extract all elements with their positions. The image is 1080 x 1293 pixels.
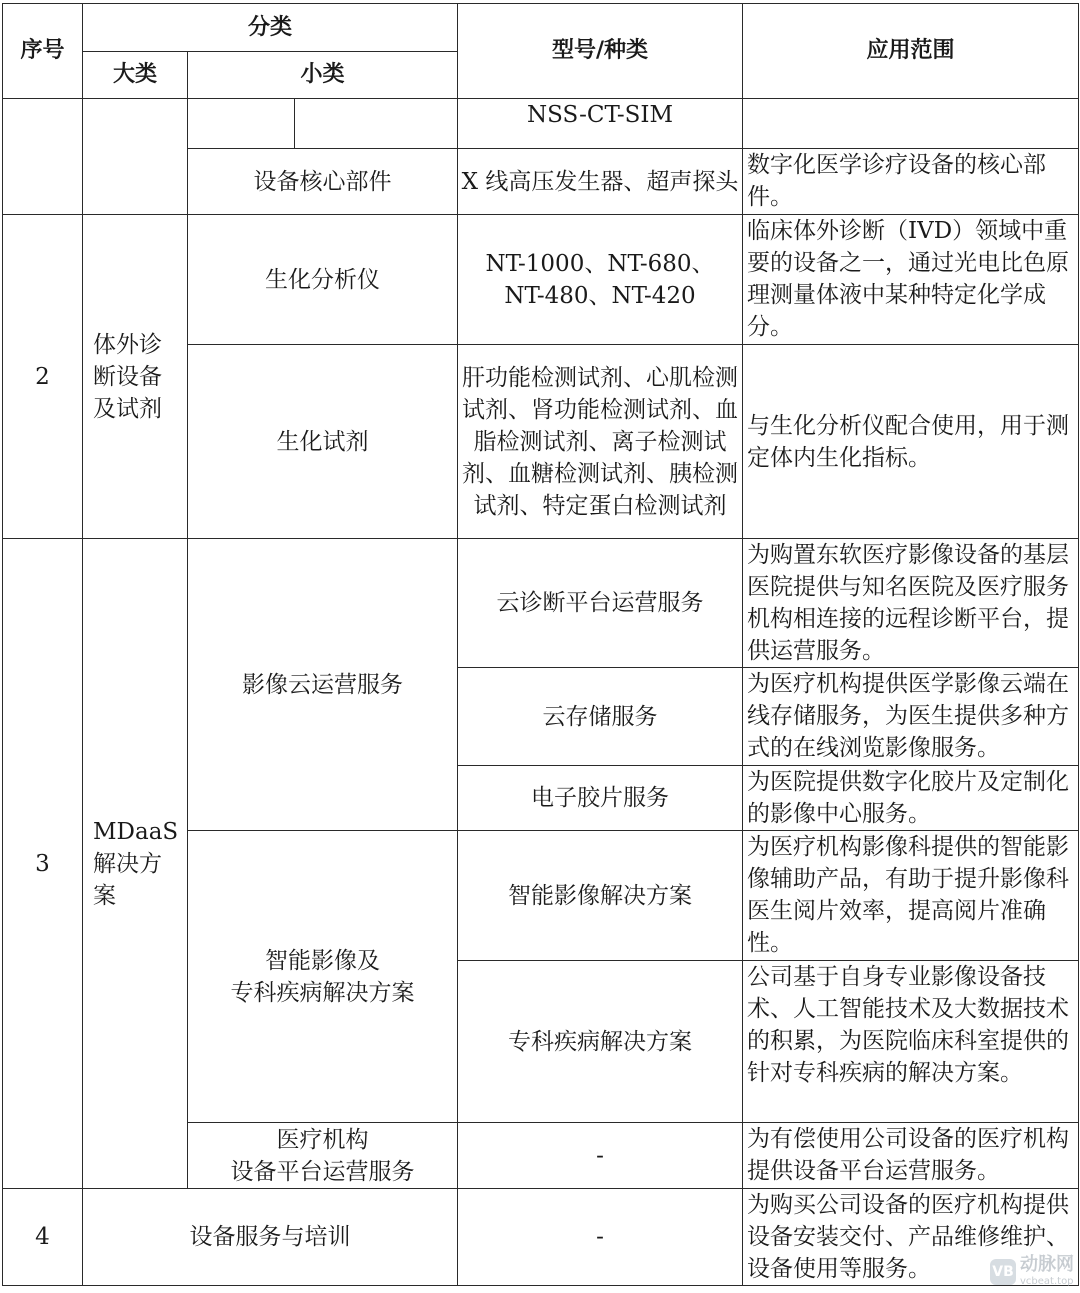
minor-cell: 设备核心部件 (188, 149, 458, 215)
model-cell: - (458, 1189, 743, 1286)
minor-cell-empty-a (188, 99, 295, 149)
header-model: 型号/种类 (458, 4, 743, 99)
minor-cell-empty-b (295, 99, 458, 149)
minor-line: 智能影像及 (265, 947, 380, 974)
model-cell: 肝功能检测试剂、心肌检测试剂、肾功能检测试剂、血脂检测试剂、离子检测试剂、血糖检测试剂、胰检测试剂、特定蛋白检测试剂 (458, 345, 743, 539)
minor-cell (188, 1123, 458, 1189)
major-cell-empty (83, 99, 188, 215)
seq-cell: 4 (3, 1189, 83, 1286)
scope-cell-empty (743, 99, 1079, 149)
scope-cell: 公司基于自身专业影像设备技术、人工智能技术及大数据技术的积累，为医院临床科室提供的针对专科疾病的解决方案。 (743, 961, 1079, 1123)
watermark (990, 1255, 1074, 1289)
header-category: 分类 (83, 4, 458, 52)
major-cell: MDaaS解决方案 (83, 539, 188, 1189)
scope-cell: 为医疗机构影像科提供的智能影像辅助产品，有助于提升影像科医生阅片效率，提高阅片准确性。 (743, 831, 1079, 961)
header-seq: 序号 (3, 4, 83, 99)
major-cell: 体外诊断设备及试剂 (83, 215, 188, 539)
model-cell: 云诊断平台运营服务 (458, 539, 743, 668)
model-cell: X 线高压发生器、超声探头 (458, 149, 743, 215)
model-cell: 电子胶片服务 (458, 766, 743, 831)
scope-cell: 为有偿使用公司设备的医疗机构提供设备平台运营服务。 (743, 1123, 1079, 1189)
minor-cell (188, 831, 458, 1123)
scope-cell: 与生化分析仪配合使用，用于测定体内生化指标。 (743, 345, 1079, 539)
model-cell: 智能影像解决方案 (458, 831, 743, 961)
minor-cell: 生化试剂 (188, 345, 458, 539)
scope-cell: 临床体外诊断（IVD）领域中重要的设备之一，通过光电比色原理测量体液中某种特定化学成分。 (743, 215, 1079, 345)
minor-cell: 生化分析仪 (188, 215, 458, 345)
seq-cell: 3 (3, 539, 83, 1189)
minor-line: 医疗机构 (276, 1126, 369, 1153)
model-cell: 专科疾病解决方案 (458, 961, 743, 1123)
product-table (2, 3, 1079, 1286)
header-major: 大类 (83, 52, 188, 99)
scope-cell: 为购置东软医疗影像设备的基层医院提供与知名医院及医疗服务机构相连接的远程诊断平台，提供运营服务。 (743, 539, 1079, 668)
scope-cell: 为购买公司设备的医疗机构提供设备安装交付、产品维修维护、设备使用等服务。 (743, 1189, 1079, 1286)
model-cell: 云存储服务 (458, 668, 743, 766)
scope-cell: 为医院提供数字化胶片及定制化的影像中心服务。 (743, 766, 1079, 831)
seq-cell-empty (3, 99, 83, 215)
watermark-en: vcbeat.top (1020, 1276, 1074, 1287)
major-cell: 设备服务与培训 (83, 1189, 458, 1286)
minor-line: 设备平台运营服务 (230, 1158, 415, 1185)
header-scope: 应用范围 (743, 4, 1079, 99)
watermark-logo: VB (990, 1259, 1016, 1285)
minor-cell: 影像云运营服务 (188, 539, 458, 831)
model-cell: NSS-CT-SIM (458, 99, 743, 149)
header-minor: 小类 (188, 52, 458, 99)
scope-cell: 数字化医学诊疗设备的核心部件。 (743, 149, 1079, 215)
watermark-cn: 动脉网 (1020, 1254, 1074, 1275)
seq-cell: 2 (3, 215, 83, 539)
model-cell: NT-1000、NT-680、NT-480、NT-420 (458, 215, 743, 345)
minor-line: 专科疾病解决方案 (230, 979, 415, 1006)
watermark-text (1020, 1255, 1074, 1289)
model-cell: - (458, 1123, 743, 1189)
scope-cell: 为医疗机构提供医学影像云端在线存储服务，为医生提供多种方式的在线浏览影像服务。 (743, 668, 1079, 766)
